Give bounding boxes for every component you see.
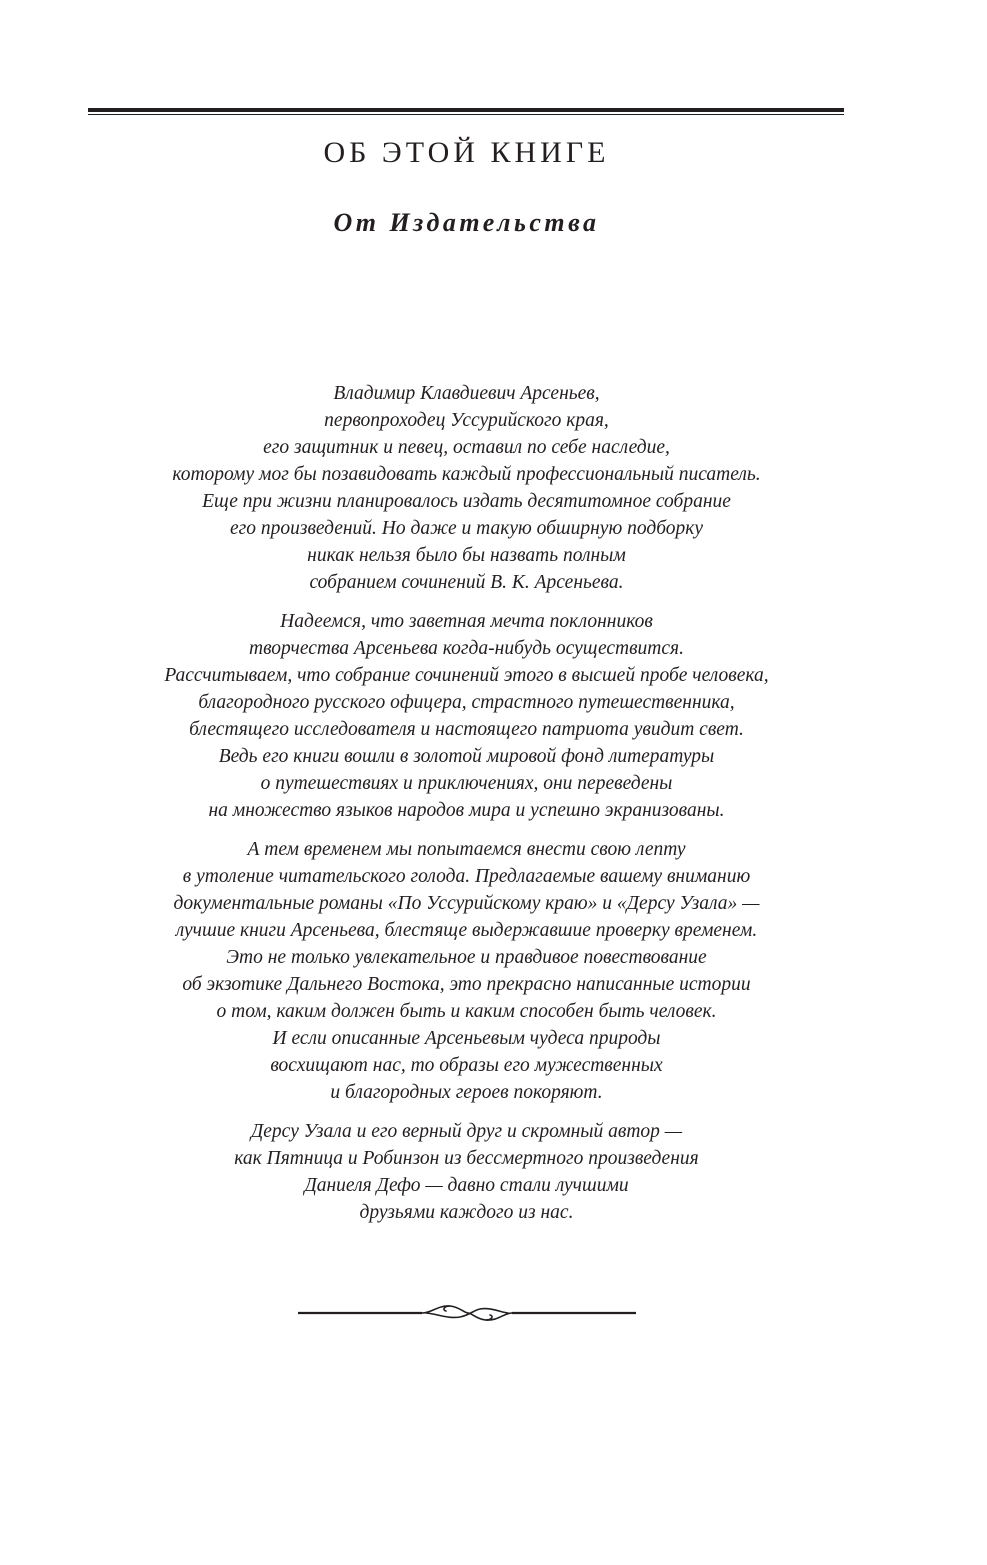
flourish-swirl: [422, 1306, 512, 1320]
paragraph-2: [80, 608, 853, 824]
text-line: благородного русского офицера, страстного путешественника,: [198, 692, 735, 713]
top-rule-thick: [88, 108, 844, 112]
text-line: блестящего исследователя и настоящего патриота увидит свет.: [189, 719, 744, 740]
text-line: Это не только увлекательное и правдивое повествование: [226, 947, 707, 968]
text-line: его защитник и певец, оставил по себе наследие,: [263, 437, 670, 458]
text-line: И если описанные Арсеньевым чудеса природы: [272, 1028, 661, 1049]
page-subtitle: От Издательства: [333, 208, 600, 237]
text-line: Рассчитываем, что собрание сочинений этого в высшей пробе человека,: [164, 665, 769, 686]
text-line: о путешествиях и приключениях, они переведены: [260, 773, 673, 794]
text-line: Ведь его книги вошли в золотой мировой фонд литературы: [218, 746, 715, 767]
text-line: о том, каким должен быть и каким способен быть человек.: [216, 1001, 717, 1022]
top-rule-thin: [88, 114, 844, 115]
text-line: лучшие книги Арсеньева, блестяще выдержавшие проверку временем.: [175, 920, 758, 941]
text-line: Дерсу Узала и его верный друг и скромный автор —: [250, 1121, 683, 1142]
text-line: друзьями каждого из нас.: [359, 1202, 574, 1223]
flourish-divider-icon: [298, 1298, 636, 1328]
paragraph-3: [80, 836, 853, 1106]
text-line: никак нельзя было бы назвать полным: [307, 545, 626, 566]
text-line: Даниеля Дефо — давно стали лучшими: [304, 1175, 629, 1196]
text-line: А тем временем мы попытаемся внести свою лепту: [247, 839, 686, 860]
text-line: и благородных героев покоряют.: [330, 1082, 603, 1103]
paragraph-1: [80, 380, 853, 596]
text-line: которому мог бы позавидовать каждый профессиональный писатель.: [172, 464, 761, 485]
text-line: на множество языков народов мира и успешно экранизованы.: [208, 800, 725, 821]
text-line: Владимир Клавдиевич Арсеньев,: [333, 383, 600, 404]
text-line: документальные романы «По Уссурийскому краю» и «Дерсу Узала» —: [173, 893, 760, 914]
paragraph-4: [80, 1118, 853, 1226]
text-line: восхищают нас, то образы его мужественных: [270, 1055, 663, 1076]
text-line: творчества Арсеньева когда-нибудь осуществится.: [249, 638, 684, 659]
body-text: [80, 380, 853, 1238]
text-line: как Пятница и Робинзон из бессмертного произведения: [234, 1148, 699, 1169]
text-line: в утоление читательского голода. Предлагаемые вашему вниманию: [182, 866, 751, 887]
text-line: об экзотике Дальнего Востока, это прекрасно написанные истории: [182, 974, 751, 995]
text-line: собранием сочинений В. К. Арсеньева.: [309, 572, 624, 593]
text-line: Надеемся, что заветная мечта поклонников: [280, 611, 653, 632]
text-line: его произведений. Но даже и такую обширную подборку: [229, 518, 704, 539]
text-line: первопроходец Уссурийского края,: [324, 410, 609, 431]
page-title: ОБ ЭТОЙ КНИГЕ: [323, 136, 610, 169]
text-line: Еще при жизни планировалось издать десятитомное собрание: [202, 491, 731, 512]
